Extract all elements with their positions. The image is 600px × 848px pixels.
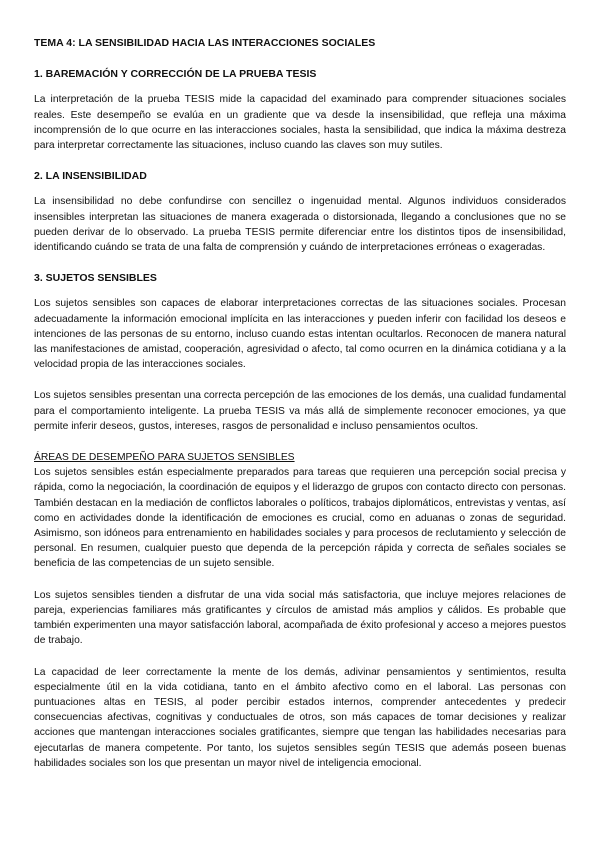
paragraph: Los sujetos sensibles son capaces de elaborar interpretaciones correctas de las situaciones sociales. Procesan adecuadamente la información emocional implícita en las interacciones y pueden inferir con facilidad los deseos e intenciones de las personas de su entorno, incluso cuando estas intentan ocultarlos. Reconocen de manera natural las manifestaciones de amistad, cooperación, agresividad o afecto, tal como ocurren en la dinámica cotidiana y a la velocidad propia de las interacciones sociales. [34, 298, 566, 371]
paragraph: La insensibilidad no debe confundirse con sencillez o ingenuidad mental. Algunos individuos considerados insensibles interpretan las situaciones de manera exagerada o distorsionada, llegando a conclusiones que no se pueden derivar de lo observado. La prueba TESIS permite diferenciar entre los distintos tipos de insensibilidad, identificando cuándo se trata de una falta de comprensión y cuándo de interpretaciones erróneas o exageradas. [34, 196, 566, 254]
subheading-areas-desempeno: ÁREAS DE DESEMPEÑO PARA SUJETOS SENSIBLES [34, 452, 295, 464]
paragraph: Los sujetos sensibles tienden a disfrutar de una vida social más satisfactoria, que incluye mejores relaciones de pareja, experiencias familiares más gratificantes y círculos de amistad más amplios y cálidos. Es probable que también experimenten una mayor satisfacción laboral, acompañada de éxito profesional y acceso a mejores puestos de trabajo. [34, 589, 566, 647]
section-heading-sujetos-sensibles: 3. SUJETOS SENSIBLES [34, 272, 157, 285]
section-heading-baremacion: 1. BAREMACIÓN Y CORRECCIÓN DE LA PRUEBA TESIS [34, 68, 317, 81]
section-heading-insensibilidad: 2. LA INSENSIBILIDAD [34, 170, 147, 183]
document-title: TEMA 4: LA SENSIBILIDAD HACIA LAS INTERACCIONES SOCIALES [34, 37, 376, 49]
paragraph: Los sujetos sensibles están especialmente preparados para tareas que requieren una percepción social precisa y rápida, como la negociación, la coordinación de equipos y el liderazgo de grupos con contacto directo con personas. También destacan en la mediación de conflictos laborales o políticos, trabajos diplomáticos, entrevistas y ventas, así como en actividades donde la identificación de emociones es crucial, como en aduanas o zonas de seguridad. Asimismo, son idóneos para entrenamiento en habilidades sociales y para procesos de reclutamiento y selección de personal. En resumen, cualquier puesto que dependa de la percepción rápida y correcta de señales sociales se beneficia de las competencias de un sujeto sensible. [34, 467, 566, 570]
document-page [34, 36, 566, 787]
paragraph: La interpretación de la prueba TESIS mide la capacidad del examinado para comprender situaciones sociales reales. Este desempeño se evalúa en un gradiente que va desde la insensibilidad, que refleja una máxima incomprensión de lo que ocurre en las interacciones sociales, hasta la sensibilidad, que indica la máxima destreza para interpretar correctamente las situaciones, incluso cuando las claves son muy sutiles. [34, 94, 566, 152]
paragraph: Los sujetos sensibles presentan una correcta percepción de las emociones de los demás, una cualidad fundamental para el comportamiento inteligente. La prueba TESIS va más allá de simplemente reconocer emociones, ya que permite inferir deseos, gustos, intereses, rasgos de personalidad e incluso pensamientos ocultos. [34, 390, 566, 432]
paragraph: La capacidad de leer correctamente la mente de los demás, adivinar pensamientos y sentimientos, resulta especialmente útil en la vida cotidiana, tanto en el ámbito afectivo como en el laboral. Las personas con puntuaciones altas en TESIS, al poder percibir estados internos, comprender antecedentes y predecir consecuencias afectivas, cognitivas y conductuales de otros, son más capaces de tomar decisiones y realizar acciones que mantengan interacciones sociales gratificantes, siempre que tengan las habilidades necesarias para ejecutarlas de manera competente. Por tanto, los sujetos sensibles según TESIS que además poseen buenas habilidades sociales son los que presentan un mayor nivel de inteligencia emocional. [34, 666, 566, 769]
